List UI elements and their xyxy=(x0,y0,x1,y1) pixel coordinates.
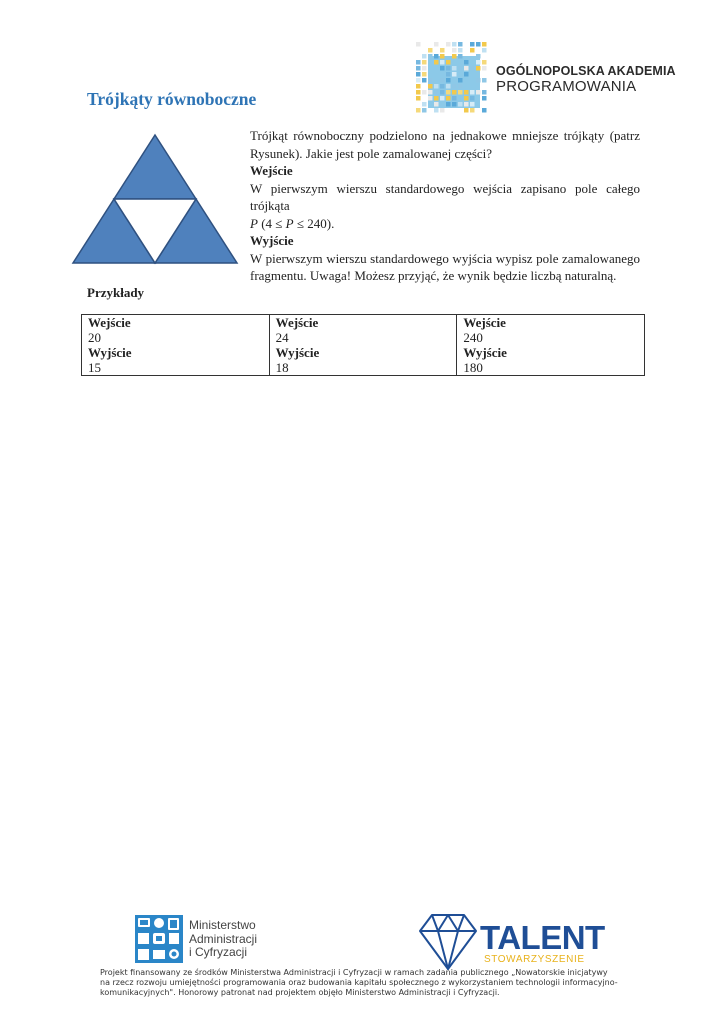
input-line1: W pierwszym wierszu standardowego wejścia zapisano pole całego trójkąta xyxy=(250,180,640,213)
output-line1: W pierwszym wierszu standardowego wyjścia wypisz pole zamalowanego xyxy=(250,250,640,266)
page-title: Trójkąty równoboczne xyxy=(87,89,257,109)
input-value: 240 xyxy=(463,330,483,345)
input-var1: P xyxy=(250,215,258,231)
ministry-line2: Administracji xyxy=(189,931,258,946)
talent-logo xyxy=(418,911,618,971)
ministry-text xyxy=(189,919,257,960)
table-row xyxy=(82,315,645,376)
input-value: 24 xyxy=(275,330,289,345)
output-label: Wyjście xyxy=(88,345,132,360)
examples-heading: Przykłady xyxy=(87,285,145,300)
funding-note xyxy=(100,968,640,998)
examples-table xyxy=(81,314,645,376)
intro-line1: Trójkąt równoboczny podzielono na jednakowe mniejsze trójkąty (patrz xyxy=(250,128,640,143)
example-cell-2 xyxy=(269,315,457,376)
example-cell-1 xyxy=(82,315,270,376)
output-line2: fragmentu. Uwaga! Możesz przyjąć, że wynik będzie liczbą naturalną. xyxy=(250,268,617,283)
input-line2 xyxy=(250,215,640,233)
ministry-line1: Ministerstwo xyxy=(189,918,256,932)
output-value: 180 xyxy=(463,360,483,375)
logo-line1: OGÓLNOPOLSKA AKADEMIA xyxy=(496,64,676,78)
output-label: Wyjście xyxy=(463,345,507,360)
ministry-icon-grid-icon xyxy=(135,915,183,963)
input-var2: P xyxy=(285,215,294,231)
oap-logo xyxy=(416,42,676,114)
output-value: 18 xyxy=(275,360,289,375)
triangle-top xyxy=(114,135,196,199)
note-line1: Projekt finansowany ze środków Ministerstwa Administracji i Cyfryzacji w ramach zadania publicznego „Nowatorskie inicjatywy xyxy=(100,968,608,977)
input-label: Wejście xyxy=(463,315,506,330)
note-line2: na rzecz rozwoju umiejętności programowania oraz budowania kapitału społecznego z wykorzystaniem technologii informacyjno- xyxy=(100,978,618,987)
input-label: Wejście xyxy=(275,315,319,330)
note-line3: komunikacyjnych". Honorowy patronat nad projektem objęło Ministerstwo Administracji i Cyfryzacji. xyxy=(100,988,500,997)
ministry-logo xyxy=(135,915,275,965)
intro-line2: Rysunek). Jakie jest pole zamalowanej części? xyxy=(250,145,493,161)
input-heading: Wejście xyxy=(250,163,293,178)
diamond-icon xyxy=(418,911,478,971)
ministry-line3: i Cyfryzacji xyxy=(189,945,248,959)
task-description xyxy=(250,127,640,285)
input-range-open: (4 ≤ xyxy=(257,215,286,231)
talent-name: TALENT xyxy=(480,919,605,956)
triangle-figure xyxy=(70,133,240,265)
example-cell-3 xyxy=(457,315,645,376)
input-label: Wejście xyxy=(88,315,131,330)
output-heading: Wyjście xyxy=(250,233,294,248)
output-value: 15 xyxy=(88,360,101,375)
input-range-close: ≤ 240). xyxy=(293,215,335,231)
logo-line2: PROGRAMOWANIA xyxy=(496,78,637,95)
pixel-grid-logo-icon xyxy=(416,42,488,114)
input-value: 20 xyxy=(88,330,101,345)
output-label: Wyjście xyxy=(275,345,320,360)
talent-sub: STOWARZYSZENIE xyxy=(484,954,585,965)
